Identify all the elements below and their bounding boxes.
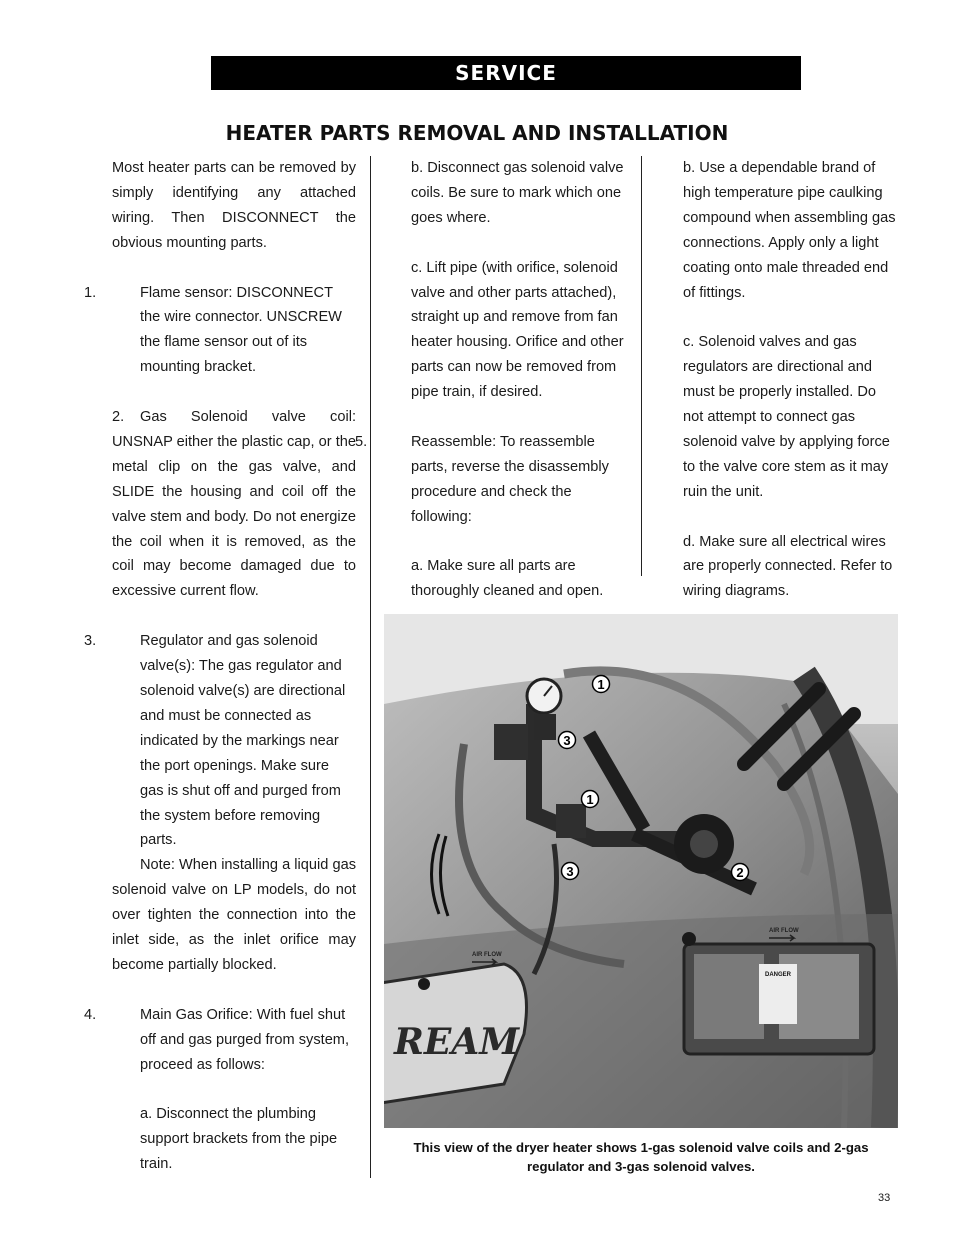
callout-3-bottom xyxy=(562,863,579,880)
callout-2 xyxy=(732,864,749,881)
svg-text:3: 3 xyxy=(563,733,571,748)
step-5-substep-c: c. Solenoid valves and gas regulators are directional and must be properly installed. Do not attempt to connect gas solenoid valve by applying force to the valve core stem as it may ruin the unit. xyxy=(683,334,890,500)
section-banner: SERVICE xyxy=(211,56,801,90)
intro-paragraph: Most heater parts can be removed by simply identifying any attached wiring. Then DISCONNECT the obvious mounting parts. xyxy=(112,160,356,251)
step-5-substep-d: d. Make sure all electrical wires are properly connected. Refer to wiring diagrams. xyxy=(683,533,893,600)
photo-caption: This view of the dryer heater shows 1-gas solenoid valve coils and 2-gas regulator and 3-gas solenoid valves. xyxy=(413,1140,869,1174)
callout-1-top xyxy=(593,676,610,693)
step-4-substep-c: c. Lift pipe (with orifice, solenoid valve and other parts attached), straight up and remove from fan heater housing. Orifice and other parts can now be removed from pipe train, if desired. xyxy=(411,259,624,401)
column-divider-right xyxy=(641,156,642,576)
step-5-substep-a: a. Make sure all parts are thoroughly cleaned and open. xyxy=(411,558,604,600)
step-4-substep-b: b. Disconnect gas solenoid valve coils. Be sure to mark which one goes where. xyxy=(411,160,624,226)
svg-text:3: 3 xyxy=(566,864,574,879)
heater-photo xyxy=(384,614,898,1128)
step-2-gas-solenoid-coil: 2. Gas Solenoid valve coil: UNSNAP either the plastic cap, or the metal clip on the gas valve, and SLIDE the housing and coil off the valve stem and body. Do not energize the coil when it is removed, as the coil may become damaged due to excessive current flow. xyxy=(112,409,356,600)
airflow-label-2: AIR FLOW xyxy=(769,928,799,934)
svg-text:1: 1 xyxy=(586,792,594,807)
callout-1-mid xyxy=(582,791,599,808)
danger-label: DANGER xyxy=(764,972,792,978)
step-4-main-gas-orifice: 4. Main Gas Orifice: With fuel shut off and gas purged from system, proceed as follows: xyxy=(84,1006,350,1073)
column-2 xyxy=(355,156,628,604)
svg-text:2: 2 xyxy=(736,865,744,880)
callout-3-top xyxy=(559,732,576,749)
column-3 xyxy=(683,156,900,604)
step-3-note: Note: When installing a liquid gas solenoid valve on LP models, do not over tighten the connection into the inlet side, as the inlet orifice may become partially blocked. xyxy=(112,857,356,973)
step-5-substep-b: b. Use a dependable brand of high temperature pipe caulking compound when assembling gas connections. Apply only a light coating onto male threaded end of fittings. xyxy=(683,160,896,301)
logo-text: REAM xyxy=(394,1021,520,1063)
page-number: 33 xyxy=(878,1192,891,1204)
column-1 xyxy=(84,156,356,1177)
step-1-flame-sensor: 1. Flame sensor: DISCONNECT the wire connector. UNSCREW the flame sensor out of its mounting bracket. xyxy=(84,284,342,376)
step-3-regulator: 3. Regulator and gas solenoid valve(s): The gas regulator and solenoid valve(s) are directional and must be connected as indicated by the markings near the port openings. Make sure gas is shut off and purged from the system before removing parts. xyxy=(84,633,346,849)
step-4-substep-a: a. Disconnect the plumbing support brackets from the pipe train. xyxy=(140,1106,338,1173)
step-5-reassemble: 5. Reassemble: To reassemble parts, reverse the disassembly procedure and check the following: xyxy=(355,433,609,525)
airflow-label-1: AIR FLOW xyxy=(472,952,502,958)
page-title: HEATER PARTS REMOVAL AND INSTALLATION xyxy=(225,121,729,145)
svg-text:1: 1 xyxy=(597,677,605,692)
column-divider-left xyxy=(370,156,371,1178)
